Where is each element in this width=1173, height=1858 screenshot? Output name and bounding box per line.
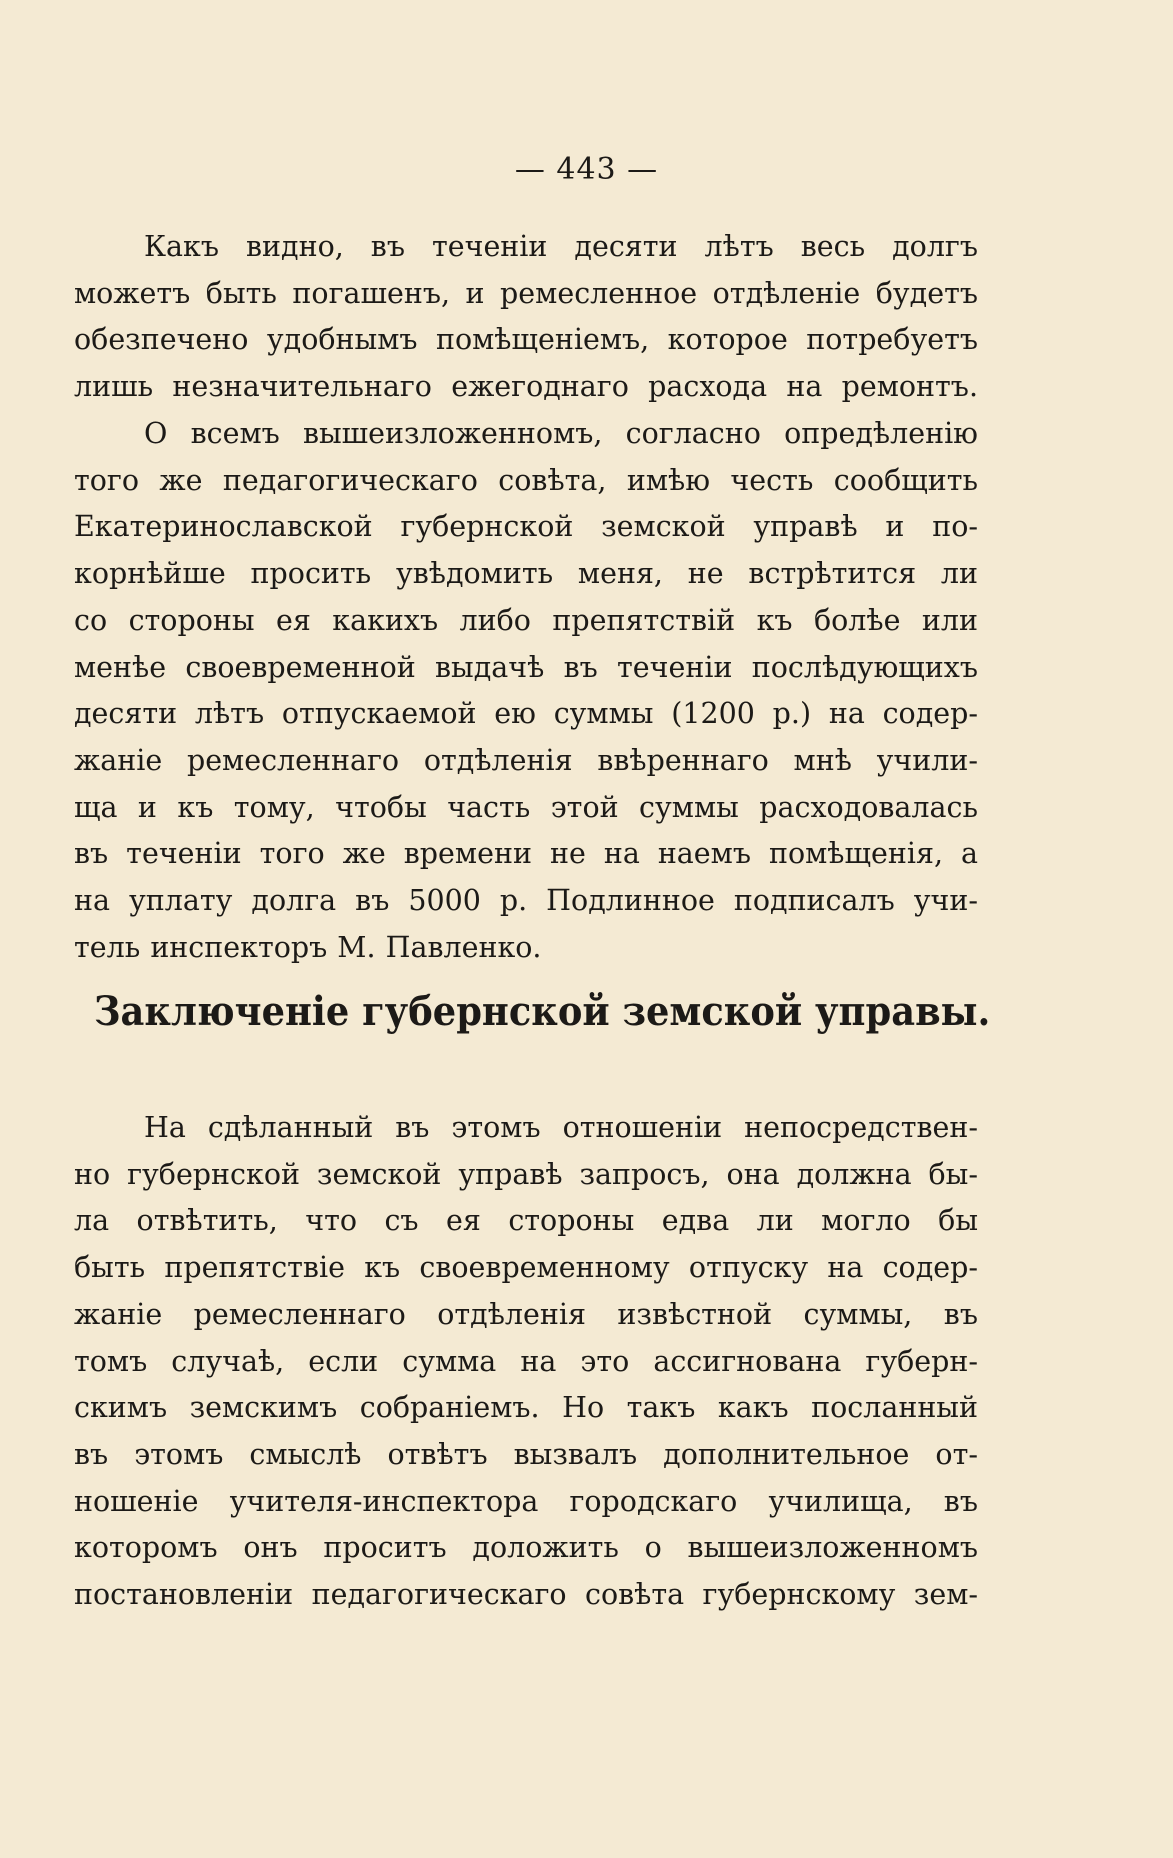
text-line: На сдѣланный въ этомъ отношеніи непосредствен- — [144, 1111, 978, 1144]
text-line: томъ случаѣ, если сумма на это ассигнована губерн- — [74, 1344, 978, 1378]
text-line: О всемъ вышеизложенномъ, согласно опредѣленію — [144, 417, 978, 450]
paragraph-3 — [74, 1105, 978, 1619]
text-line: жаніе ремесленнаго отдѣленія ввѣреннаго мнѣ учили- — [74, 743, 978, 777]
text-line: ща и къ тому, чтобы часть этой суммы расходовалась — [74, 790, 978, 824]
text-line: менѣе своевременной выдачѣ въ теченіи послѣдующихъ — [74, 650, 978, 684]
text-line: со стороны ея какихъ либо препятствій къ болѣе или — [74, 603, 978, 637]
text-line: можетъ быть погашенъ, и ремесленное отдѣленіе будетъ — [74, 276, 978, 310]
text-line: въ этомъ смыслѣ отвѣтъ вызвалъ дополнительное от- — [74, 1437, 978, 1471]
text-line: корнѣйше просить увѣдомить меня, не встрѣтится ли — [74, 557, 978, 591]
text-line: тель инспекторъ М. Павленко. — [74, 930, 542, 964]
text-line: того же педагогическаго совѣта, имѣю честь сообщить — [74, 463, 978, 497]
text-line: скимъ земскимъ собраніемъ. Но такъ какъ посланный — [74, 1391, 978, 1425]
section-heading: Заключеніе губернской земской управы. — [94, 988, 991, 1035]
text-line: жаніе ремесленнаго отдѣленія извѣстной суммы, въ — [74, 1297, 978, 1331]
text-line: ношеніе учителя-инспектора городскаго училища, въ — [74, 1484, 978, 1518]
text-line: Какъ видно, въ теченіи десяти лѣтъ весь долгъ — [144, 230, 978, 263]
text-line: постановленіи педагогическаго совѣта губернскому зем- — [74, 1578, 978, 1612]
page-number: — 443 — — [514, 152, 659, 187]
text-line: на уплату долга въ 5000 р. Подлинное подписалъ учи- — [74, 884, 978, 918]
text-line: десяти лѣтъ отпускаемой ею суммы (1200 р.) на содер- — [74, 697, 978, 731]
text-line: обезпечено удобнымъ помѣщеніемъ, которое потребуетъ — [74, 323, 978, 357]
text-line: которомъ онъ проситъ доложить о вышеизложенномъ — [74, 1531, 978, 1565]
paragraph-2 — [74, 411, 978, 971]
text-line: ла отвѣтить, что съ ея стороны едва ли могло бы — [74, 1204, 978, 1238]
text-line: въ теченіи того же времени не на наемъ помѣщенія, а — [74, 837, 978, 871]
text-line: но губернской земской управѣ запросъ, она должна бы- — [74, 1157, 978, 1191]
paragraph-1 — [74, 224, 978, 411]
text-line: лишь незначительнаго ежегоднаго расхода на ремонтъ. — [74, 370, 978, 404]
text-line: Екатеринославской губернской земской управѣ и по- — [74, 510, 978, 544]
text-line: быть препятствіе къ своевременному отпуску на содер- — [74, 1251, 978, 1285]
